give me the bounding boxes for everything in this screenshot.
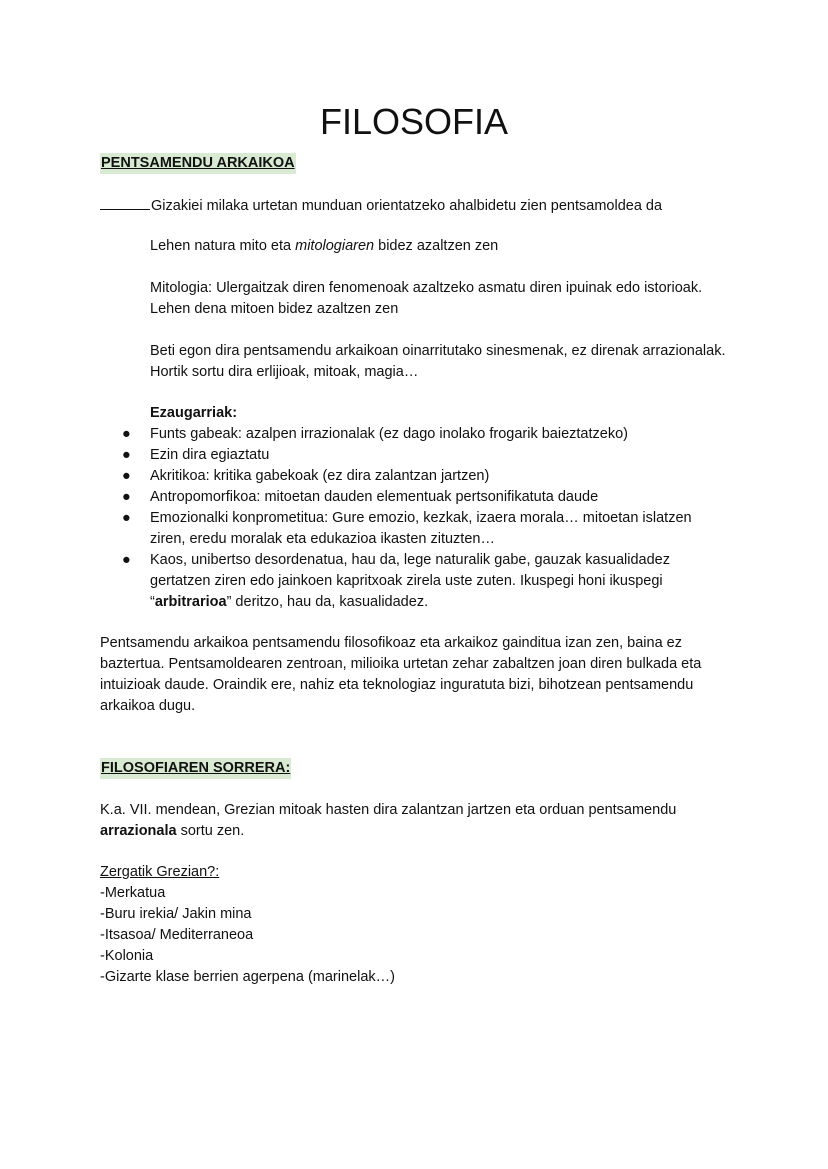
text-run: K.a. VII. mendean, Grezian mitoak hasten dira zalantzan jartzen eta orduan pentsamendu — [100, 802, 677, 818]
section-heading-arkaikoa: PENTSAMENDU ARKAIKOA — [100, 153, 296, 174]
why-label: Zergatik Grezian?: — [100, 864, 220, 880]
reasons-list — [100, 883, 728, 988]
definition-text: Gizakiei milaka urtetan munduan orientatzeko ahalbidetu zien pentsamoldea da — [151, 198, 663, 214]
list-item — [122, 508, 730, 550]
list-item: -Kolonia — [100, 948, 154, 964]
paragraph-summary: Pentsamendu arkaikoa pentsamendu filosofikoaz eta arkaikoz gainditua izan zen, baina ez baztertua. Pentsamoldearen zentroan, milioika urtetan zehar zabaltzen joan diren bulkada eta intuizioak daude. Oraindik ere, nahiz eta teknologiaz inguratuta bizi, bihotzean pentsamendu arkaikoa dugu. — [100, 635, 702, 714]
list-item — [122, 487, 730, 508]
text-run: Lehen natura mito eta — [150, 238, 296, 254]
paragraph-natura — [150, 236, 730, 257]
bullet-icon: ● — [122, 447, 131, 463]
list-item — [122, 424, 730, 445]
list-item-text: Ezin dira egiaztatu — [150, 447, 270, 463]
list-item: -Itsasoa/ Mediterraneoa — [100, 927, 254, 943]
paragraph-beti: Beti egon dira pentsamendu arkaikoan oinarritutako sinesmenak, ez direnak arrazionalak. Hortik sortu dira erlijioak, mitoak, magia… — [150, 343, 726, 380]
bold-arbitrarioa: arbitrarioa — [154, 594, 227, 610]
section-heading-sorrera: FILOSOFIAREN SORRERA: — [100, 758, 291, 779]
list-item — [122, 445, 730, 466]
list-item-text: ” deritzo, hau da, kasualidadez. — [226, 594, 429, 610]
features-list — [122, 424, 730, 613]
definition-line — [100, 195, 740, 217]
bullet-icon: ● — [122, 426, 131, 442]
text-run: bidez azaltzen zen — [374, 238, 499, 254]
list-item-text: Kaos, unibertso desordenatua, hau da, lege naturalik gabe, gauzak kasualidadez gertatzen ziren edo jainkoen kapritxoak zirela uste zuten. Ikuspegi honi ikuspegi “ — [150, 552, 670, 610]
list-item: -Buru irekia/ Jakin mina — [100, 906, 252, 922]
list-item-text: Emozionalki konprometitua: Gure emozio, kezkak, izaera morala… mitoetan islatzen ziren, eredu moralak eta edukazioa ikasten zituzten… — [150, 510, 692, 547]
text-run: sortu zen. — [176, 823, 245, 839]
bullet-icon: ● — [122, 552, 131, 568]
list-item-text: Akritikoa: kritika gabekoak (ez dira zalantzan jartzen) — [150, 468, 490, 484]
list-item — [122, 466, 730, 487]
list-item — [122, 550, 730, 613]
paragraph-mitologia: Mitologia: Ulergaitzak diren fenomenoak azaltzeko asmatu diren ipuinak edo istorioak. Lehen dena mitoen bidez azaltzen zen — [150, 280, 703, 317]
emphasis-mitologiaren: mitologiaren — [295, 238, 375, 254]
bullet-icon: ● — [122, 468, 131, 484]
features-label: Ezaugarriak: — [150, 405, 238, 421]
fill-in-blank — [100, 195, 150, 210]
list-item: -Gizarte klase berrien agerpena (marinelak…) — [100, 969, 395, 985]
bullet-icon: ● — [122, 510, 131, 526]
bullet-icon: ● — [122, 489, 131, 505]
list-item-text: Antropomorfikoa: mitoetan dauden elementuak pertsonifikatuta daude — [150, 489, 599, 505]
list-item-text: Funts gabeak: azalpen irrazionalak (ez dago inolako frogarik baieztatzeko) — [150, 426, 628, 442]
bold-arrazionala: arrazionala — [100, 823, 177, 839]
list-item: -Merkatua — [100, 885, 166, 901]
page-title: FILOSOFIA — [319, 101, 509, 142]
paragraph-intro — [100, 800, 728, 842]
